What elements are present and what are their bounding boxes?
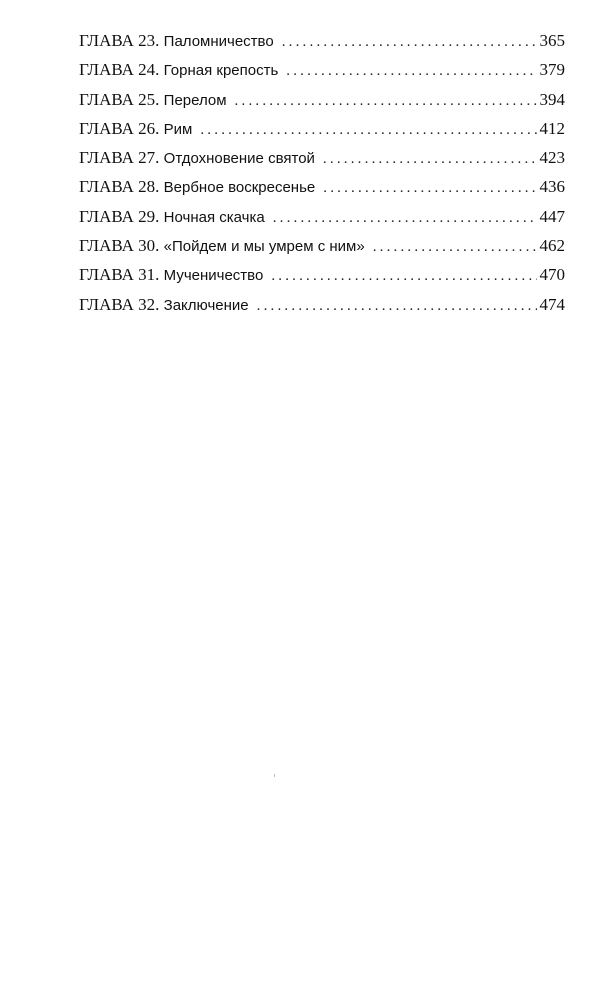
toc-entry-chapter-29[interactable] [79, 202, 565, 231]
toc-entry-chapter-31[interactable] [79, 260, 565, 289]
page-number: 365 [539, 31, 565, 50]
dot-leader [200, 116, 536, 145]
page-number: 423 [539, 148, 565, 168]
chapter-label: ГЛАВА 29. [79, 206, 160, 226]
chapter-title: Перелом [163, 91, 227, 109]
dot-leader [273, 204, 537, 233]
toc-entry-chapter-30[interactable] [79, 231, 565, 260]
dot-leader [257, 292, 537, 321]
page-number: 412 [539, 118, 565, 138]
chapter-label: ГЛАВА 27. [79, 148, 160, 168]
dot-leader [323, 145, 537, 174]
page-number: 470 [539, 265, 565, 285]
toc-entry-chapter-27[interactable] [79, 143, 565, 172]
chapter-label: ГЛАВА 23. [79, 31, 160, 50]
chapter-title: Рим [163, 120, 193, 138]
dot-leader [323, 174, 536, 203]
chapter-title: Горная крепость [163, 62, 279, 80]
chapter-label: ГЛАВА 28. [79, 177, 160, 197]
chapter-label: ГЛАВА 25. [79, 89, 160, 109]
chapter-title: Паломничество [163, 33, 274, 50]
page-number: 379 [539, 60, 565, 80]
chapter-label: ГЛАВА 32. [79, 294, 160, 314]
toc-entry-chapter-24[interactable] [79, 55, 565, 84]
toc-entry-chapter-28[interactable] [79, 172, 565, 201]
chapter-label: ГЛАВА 24. [79, 60, 160, 80]
chapter-title: «Пойдем и мы умрем с ним» [163, 238, 365, 256]
page-number: 447 [539, 206, 565, 226]
page-number: 462 [539, 236, 565, 256]
chapter-title: Отдохновение святой [163, 150, 315, 168]
chapter-title: Заключение [163, 296, 249, 314]
dot-leader [373, 233, 537, 262]
chapter-label: ГЛАВА 30. [79, 236, 160, 256]
chapter-title: Ночная скачка [163, 208, 265, 226]
chapter-title: Вербное воскресенье [163, 179, 316, 197]
page-number: 436 [539, 177, 565, 197]
toc-entry-chapter-23[interactable] [79, 26, 565, 55]
table-of-contents [79, 26, 565, 319]
toc-entry-chapter-25[interactable] [79, 85, 565, 114]
page-number: 394 [539, 89, 565, 109]
chapter-label: ГЛАВА 26. [79, 118, 160, 138]
scan-speck [274, 774, 275, 777]
chapter-title: Мученичество [163, 267, 264, 285]
page-number: 474 [539, 294, 565, 314]
toc-entry-chapter-32[interactable] [79, 290, 565, 319]
toc-entry-chapter-26[interactable] [79, 114, 565, 143]
dot-leader [235, 87, 537, 116]
chapter-label: ГЛАВА 31. [79, 265, 160, 285]
dot-leader [271, 262, 536, 291]
dot-leader [286, 57, 536, 86]
dot-leader [282, 28, 537, 57]
